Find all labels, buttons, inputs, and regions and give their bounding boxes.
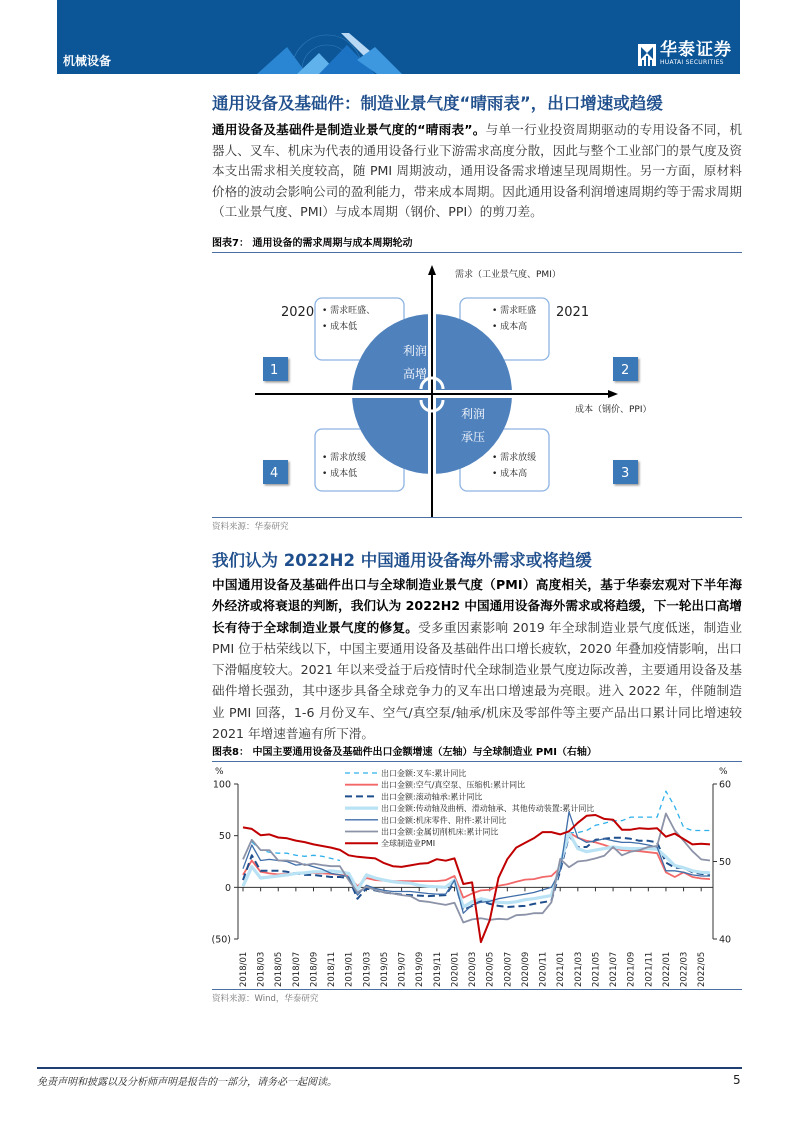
x-tick-label: 2021/01 (556, 951, 567, 987)
figure7-caption: 图表7： 通用设备的需求周期与成本周期轮动 (212, 234, 742, 253)
x-tick-label: 2020/11 (538, 951, 549, 987)
x-tick-label: 2019/09 (415, 951, 426, 987)
quadrant-number-2: 2 (621, 363, 630, 378)
figure7-source: 资料来源：华泰研究 (212, 522, 289, 532)
circle-top-line-2: 高增 (403, 367, 428, 381)
cost-axis-arrow-icon (608, 390, 618, 398)
logo-mark-icon (638, 44, 656, 66)
huatai-logo (638, 42, 732, 67)
series-line-0 (252, 842, 340, 861)
x-tick-label: 2018/01 (239, 951, 249, 987)
quadrant-4-line-2: • 成本低 (322, 469, 358, 479)
x-tick-label: 2018/09 (309, 951, 320, 987)
section-title-1: 通用设备及基础件：制造业景气度“晴雨表”，出口增速或趋缓 (212, 94, 663, 113)
x-tick-label: 2021/05 (591, 951, 602, 987)
x-tick-label: 2022/03 (679, 951, 690, 987)
paragraph-2 (212, 574, 742, 744)
x-tick-label: 2020/05 (485, 951, 496, 987)
paragraph-2-body: 受多重因素影响 2019 年全球制造业景气度低迷，制造业 PMI 位于枯荣线以下，中国主要通用设备及基础件出口增长疲软，2020 年叠加疫情影响，出口下滑幅度较大。2021 年以来受益于后疫情时代全球制造业景气度边际改善，主要通用设备及基础件增长强劲，其中逐步具备全球竞争力的叉车出口增速最为亮眼。进入 2022 年，伴随制造业 PMI 回落，1-6 月份叉车、空气/真空泵/轴承/机床及零部件等主要产品出口累计同比增速较 2021 年增速普遍有所下滑。 (212, 619, 742, 742)
circle-top-line-1: 利润 (403, 344, 428, 358)
demand-axis-label: 需求（工业景气度、PMI） (455, 270, 561, 280)
x-tick-label: 2018/03 (256, 951, 267, 987)
legend-label-5: 出口金额:金属切削机床:累计同比 (381, 827, 499, 837)
circle-bottom-line-1: 利润 (461, 407, 486, 421)
quadrant-3-line-2: • 成本高 (492, 469, 528, 479)
figure8-caption: 图表8： 中国主要通用设备及基础件出口金额增速（左轴）与全球制造业 PMI（右轴） (212, 743, 742, 762)
left-tick-label: 0 (224, 882, 231, 894)
demand-axis-arrow-icon (428, 265, 436, 275)
x-tick-label: 2021/03 (573, 951, 584, 987)
quadrant-number-4: 4 (270, 466, 279, 481)
x-tick-label: 2021/11 (644, 951, 655, 987)
quadrant-2-line-1: • 需求旺盛 (492, 306, 537, 316)
quadrant-2-line-2: • 成本高 (492, 322, 528, 332)
year-2020-label: 2020 (281, 305, 315, 320)
x-tick-label: 2020/07 (503, 951, 514, 987)
cost-axis-label: 成本（钢价、PPI） (575, 405, 652, 415)
x-tick-label: 2021/07 (609, 951, 620, 987)
quadrant-3-line-1: • 需求放缓 (492, 453, 537, 463)
paragraph-2-lead: 中国通用设备及基础件出口与全球制造业景气度（PMI）高度相关，基于华泰宏观对下半年海外经济或将衰退的判断，我们认为 2022H2 中国通用设备海外需求或将趋缓，下一轮出口高增长有待于全球制造业景气度的修复。 (212, 577, 742, 635)
export-pmi-chart (200, 760, 760, 988)
right-tick-label: 60 (719, 779, 732, 791)
figure8-bottom-rule (212, 989, 742, 990)
legend-label-2: 出口金额:滚动轴承:累计同比 (381, 792, 483, 802)
footer-rule (37, 1067, 742, 1069)
quadrant-number-1: 1 (270, 363, 279, 378)
x-tick-label: 2020/03 (468, 951, 479, 987)
x-tick-label: 2022/05 (697, 951, 708, 987)
x-tick-label: 2022/01 (661, 951, 672, 987)
legend-label-3: 出口金额:传动轴及曲柄、滑动轴承、其他传动装置:累计同比 (381, 804, 595, 814)
left-tick-label: 100 (212, 779, 231, 791)
footer-disclaimer: 免责声明和披露以及分析师声明是报告的一部分，请务必一起阅读。 (37, 1077, 337, 1088)
x-tick-label: 2018/07 (291, 951, 302, 987)
x-tick-label: 2019/01 (344, 951, 355, 987)
section-title-2: 我们认为 2022H2 中国通用设备海外需求或将趋缓 (212, 551, 592, 570)
legend-label-4: 出口金额:机床零件、附件:累计同比 (381, 815, 507, 825)
figure8-source: 资料来源：Wind，华泰研究 (212, 994, 319, 1004)
quadrant-1-line-1: • 需求旺盛、 (322, 306, 376, 316)
left-tick-label: 50 (218, 831, 231, 843)
paragraph-1 (212, 120, 742, 223)
legend-label-0: 出口金额:叉车:累计同比 (381, 769, 467, 778)
right-tick-label: 50 (719, 857, 732, 868)
sector-label: 机械设备 (63, 54, 112, 68)
logo-chinese: 华泰证券 (660, 40, 732, 60)
legend-label-1: 出口金额:空气/真空泵、压缩机:累计同比 (381, 780, 526, 790)
logo-english: HUATAI SECURITIES (660, 59, 724, 66)
header-banner (57, 0, 740, 74)
paragraph-1-lead: 通用设备及基础件是制造业景气度的“晴雨表”。 (212, 122, 486, 137)
quadrant-1-line-2: • 成本低 (322, 322, 358, 332)
quadrant-4-line-1: • 需求放缓 (322, 453, 367, 463)
paragraph-1-body: 与单一行业投资周期驱动的专用设备不同，机器人、叉车、机床为代表的通用设备行业下游需求高度分散，因此与整个工业部门的景气度及资本支出需求相关度较高，随 PMI 周期波动，通用设备需求增速呈现周期性。另一方面，原材料价格的波动会影响公司的盈利能力，带来成本周期。因此通用设备利润增速周期约等于需求周期（工业景气度、PMI）与成本周期（钢价、PPI）的剪刀差。 (212, 122, 743, 219)
x-tick-label: 2018/05 (274, 951, 285, 987)
x-tick-label: 2019/03 (362, 951, 373, 987)
x-tick-label: 2021/09 (626, 951, 637, 987)
x-tick-label: 2020/01 (450, 951, 461, 987)
circle-bottom-line-2: 承压 (461, 430, 486, 444)
cycle-diagram (200, 255, 760, 517)
left-tick-label: (50) (211, 934, 231, 946)
page-number: 5 (733, 1073, 741, 1087)
quadrant-number-3: 3 (621, 466, 630, 481)
figure7-bottom-rule (212, 517, 742, 518)
legend-label-6: 全球制造业PMI (381, 839, 436, 849)
x-tick-label: 2019/05 (379, 951, 390, 987)
x-tick-label: 2019/11 (432, 951, 443, 987)
x-tick-label: 2020/09 (520, 951, 531, 987)
right-tick-label: 40 (719, 934, 732, 946)
x-tick-label: 2018/11 (327, 951, 338, 987)
left-axis-unit: % (215, 767, 224, 777)
year-2021-label: 2021 (556, 305, 590, 320)
x-tick-label: 2019/07 (397, 951, 408, 987)
right-axis-unit: % (719, 767, 728, 777)
